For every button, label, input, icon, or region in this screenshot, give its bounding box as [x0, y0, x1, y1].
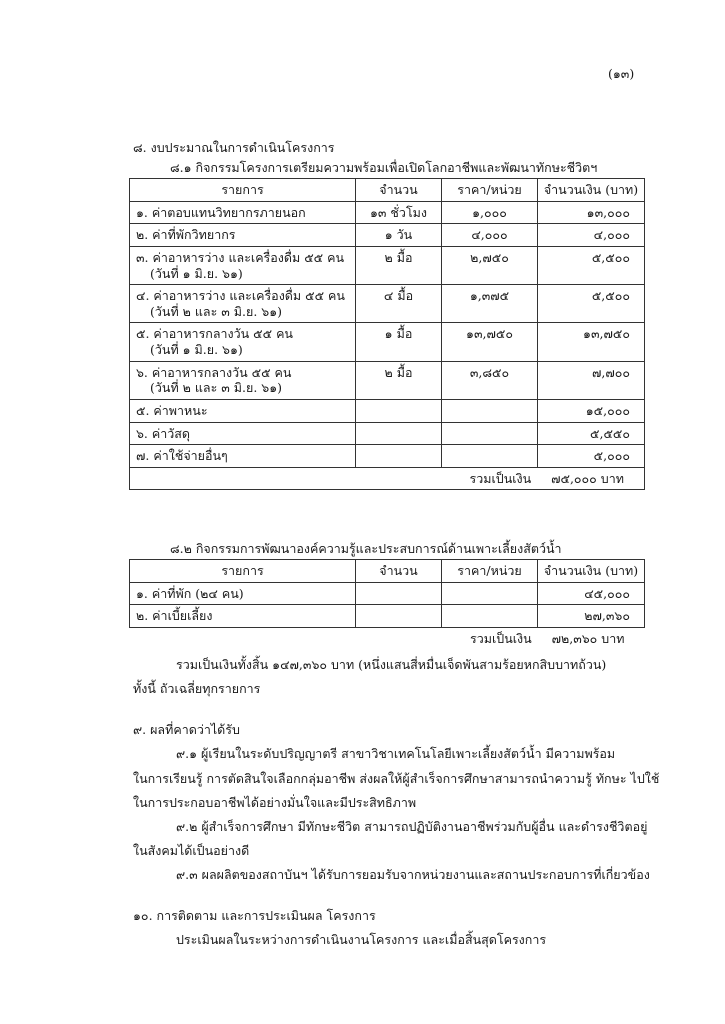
row-qty [356, 445, 442, 468]
row-item: ๓. ค่าอาหารว่าง และเครื่องดื่ม ๕๕ คน [136, 249, 345, 265]
table-header-row [130, 560, 645, 583]
row-item-date: (วันที่ ๑ มิ.ย. ๖๑) [150, 342, 243, 357]
outcome-9-1-line2: ในการเรียนรู้ การตัดสินใจเลือกกลุ่มอาชีพ ส่งผลให้ผู้สำเร็จการศึกษาสามารถนำความรู้ ทักษะ ไปใช้ [133, 771, 660, 786]
outcome-9-2-line2: ในสังคมได้เป็นอย่างดี [133, 843, 250, 858]
table-header-row [130, 179, 645, 202]
row-qty [356, 422, 442, 445]
table-row [130, 201, 645, 224]
row-item: ๕. ค่าอาหารกลางวัน ๕๕ คน [136, 326, 293, 342]
row-item-cell [130, 285, 356, 323]
table-row [130, 323, 645, 361]
row-item: ๑. ค่าตอบแทนวิทยากรภายนอก [130, 201, 356, 224]
row-item: ๖. ค่าวัสดุ [130, 422, 356, 445]
header-item: รายการ [130, 560, 356, 583]
grand-total-note: ทั้งนี้ ถัวเฉลี่ยทุกรายการ [133, 681, 261, 696]
row-amount: ๑๓,๐๐๐ [538, 201, 645, 224]
outcome-9-1-line3: ในการประกอบอาชีพได้อย่างมั่นใจและมีประสิทธิภาพ [133, 795, 417, 810]
row-amount: ๕,๕๐๐ [538, 246, 645, 284]
row-price [442, 422, 538, 445]
row-qty: ๑๓ ชั่วโมง [356, 201, 442, 224]
row-item: ๖. ค่าอาหารกลางวัน ๕๕ คน [136, 364, 292, 380]
outcome-9-3-line1: ๙.๓ ผลผลิตของสถาบันฯ ได้รับการยอมรับจากหน่วยงานและสถานประกอบการที่เกี่ยวข้อง [176, 867, 650, 882]
row-price: ๑,๐๐๐ [442, 201, 538, 224]
table-row [130, 422, 645, 445]
row-amount: ๑๓,๗๕๐ [538, 323, 645, 361]
table1-title: ๘.๑ กิจกรรมโครงการเตรียมความพร้อมเพื่อเปิดโลกอาชีพและพัฒนาทักษะชีวิตฯ [170, 160, 598, 175]
table-row [130, 224, 645, 247]
row-item-date: (วันที่ ๑ มิ.ย. ๖๑) [150, 265, 243, 281]
row-price [442, 399, 538, 422]
total-cell [130, 467, 645, 490]
section10-heading: ๑๐. การติดตาม และการประเมินผล โครงการ [133, 908, 376, 923]
row-item-date: (วันที่ ๒ และ ๓ มิ.ย. ๖๑) [150, 380, 283, 396]
row-price: ๓,๘๕๐ [442, 361, 538, 399]
total-unit: บาท [600, 470, 624, 486]
row-item-cell [130, 246, 356, 284]
row-qty: ๑ มื้อ [356, 323, 442, 361]
row-amount: ๗,๗๐๐ [538, 361, 645, 399]
outcome-9-1-line1: ๙.๑ ผู้เรียนในระดับปริญญาตรี สาขาวิชาเทคโนโลยีเพาะเลี้ยงสัตว์น้ำ มีความพร้อม [176, 746, 616, 761]
row-qty [356, 399, 442, 422]
row-amount: ๔,๐๐๐ [538, 224, 645, 247]
header-qty: จำนวน [356, 560, 442, 583]
row-qty: ๔ มื้อ [356, 285, 442, 323]
table-row [130, 285, 645, 323]
total-label: รวมเป็นเงิน [469, 470, 532, 486]
row-qty [356, 582, 442, 605]
table-row [130, 361, 645, 399]
row-item-date: (วันที่ ๒ และ ๓ มิ.ย. ๖๑) [150, 303, 283, 319]
header-qty: จำนวน [356, 179, 442, 202]
row-qty: ๑ วัน [356, 224, 442, 247]
row-item: ๒. ค่าที่พักวิทยากร [130, 224, 356, 247]
row-qty: ๒ มื้อ [356, 361, 442, 399]
table-row [130, 605, 645, 628]
evaluation-text: ประเมินผลในระหว่างการดำเนินงานโครงการ และเมื่อสิ้นสุดโครงการ [176, 932, 547, 947]
total-value: ๗๒,๓๖๐ [551, 630, 598, 646]
budget-table-1 [129, 178, 645, 490]
total-unit: บาท [601, 630, 625, 646]
table-total-row [130, 467, 645, 490]
row-price [442, 445, 538, 468]
header-price: ราคา/หน่วย [442, 560, 538, 583]
header-item: รายการ [130, 179, 356, 202]
row-item-cell [130, 323, 356, 361]
row-item: ๕. ค่าพาหนะ [130, 399, 356, 422]
row-amount: ๕,๐๐๐ [538, 445, 645, 468]
budget-table-2 [129, 559, 645, 650]
table-row [130, 445, 645, 468]
table-row [130, 246, 645, 284]
row-price: ๑,๓๗๕ [442, 285, 538, 323]
header-price: ราคา/หน่วย [442, 179, 538, 202]
row-item: ๔. ค่าอาหารว่าง และเครื่องดื่ม ๕๕ คน [136, 288, 345, 304]
row-price: ๒,๗๕๐ [442, 246, 538, 284]
total-cell [130, 627, 645, 649]
total-value: ๗๕,๐๐๐ [551, 470, 597, 486]
section8-heading: ๘. งบประมาณในการดำเนินโครงการ [133, 140, 335, 155]
total-label: รวมเป็นเงิน [470, 630, 532, 646]
outcome-9-2-line1: ๙.๒ ผู้สำเร็จการศึกษา มีทักษะชีวิต สามารถปฏิบัติงานอาชีพร่วมกับผู้อื่น และดำรงชีวิตอยู่ [176, 819, 648, 834]
header-amount: จำนวนเงิน (บาท) [538, 179, 645, 202]
row-qty: ๒ มื้อ [356, 246, 442, 284]
table2-title: ๘.๒ กิจกรรมการพัฒนาองค์ความรู้และประสบการณ์ด้านเพาะเลี้ยงสัตว์น้ำ [170, 541, 562, 556]
row-amount: ๒๗,๓๖๐ [538, 605, 645, 628]
row-item-cell [130, 361, 356, 399]
row-price: ๔,๐๐๐ [442, 224, 538, 247]
row-amount: ๕,๕๕๐ [538, 422, 645, 445]
row-amount: ๑๕,๐๐๐ [538, 399, 645, 422]
header-amount: จำนวนเงิน (บาท) [538, 560, 645, 583]
row-amount: ๔๕,๐๐๐ [538, 582, 645, 605]
row-price [442, 582, 538, 605]
row-item: ๗. ค่าใช้จ่ายอื่นๆ [130, 445, 356, 468]
page-number: (๑๓) [608, 66, 635, 81]
table-row [130, 399, 645, 422]
row-price: ๑๓,๗๕๐ [442, 323, 538, 361]
table-total-row [130, 627, 645, 649]
grand-total-line: รวมเป็นเงินทั้งสิ้น ๑๔๗,๓๖๐ บาท (หนึ่งแสนสี่หมื่นเจ็ดพันสามร้อยหกสิบบาทถ้วน) [176, 657, 607, 672]
row-amount: ๕,๕๐๐ [538, 285, 645, 323]
row-price [442, 605, 538, 628]
row-item: ๑. ค่าที่พัก (๒๔ คน) [130, 582, 356, 605]
table-row [130, 582, 645, 605]
row-item: ๒. ค่าเบี้ยเลี้ยง [130, 605, 356, 628]
section9-heading: ๙. ผลที่คาดว่าได้รับ [133, 722, 240, 737]
row-qty [356, 605, 442, 628]
